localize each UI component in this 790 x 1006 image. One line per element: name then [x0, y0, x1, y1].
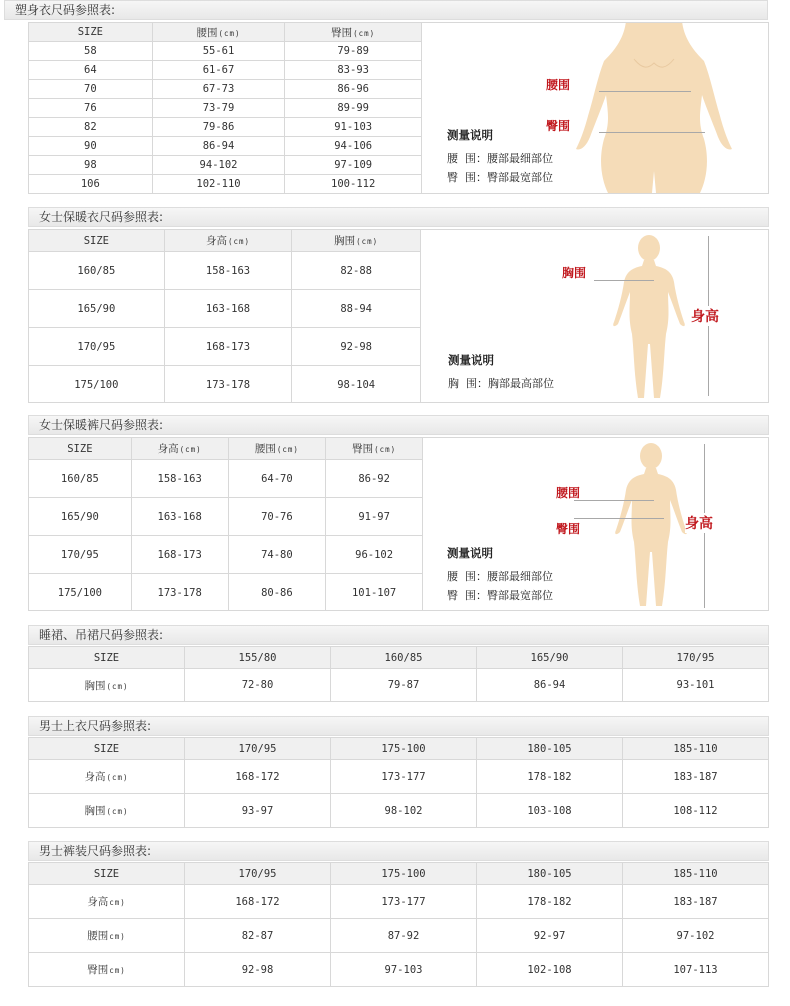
size-header: SIZE — [29, 647, 185, 669]
table-cell: 74-80 — [228, 536, 326, 574]
nightdress-table — [28, 646, 769, 702]
row-label: 身高cm) — [29, 885, 185, 919]
table-cell: 94-106 — [285, 137, 422, 156]
note-title: 测量说明 — [448, 353, 494, 367]
table-cell: 92-97 — [477, 919, 623, 953]
waist-label: 腰围 — [546, 78, 571, 92]
note-line: 腰 围：腰部最细部位 — [447, 152, 553, 165]
col-hip: 臀围(cm) — [285, 23, 422, 42]
table-cell: 173-178 — [131, 574, 228, 612]
thermal-pants-table — [28, 437, 423, 611]
hip-label: 臀围 — [556, 522, 581, 536]
waist-leader-line — [599, 91, 691, 92]
table-cell: 79-86 — [152, 118, 285, 137]
table-row — [29, 252, 421, 290]
col-waist: 腰围(cm) — [152, 23, 285, 42]
row-label: 身高(cm) — [29, 760, 185, 794]
table-cell: 102-108 — [477, 953, 623, 987]
table-cell: 168-172 — [185, 885, 331, 919]
table-cell: 79-89 — [285, 42, 422, 61]
table-cell: 103-108 — [477, 794, 623, 828]
table-cell: 61-67 — [152, 61, 285, 80]
table-cell: 97-109 — [285, 156, 422, 175]
size-col: 155/80 — [185, 647, 331, 669]
table-cell: 91-103 — [285, 118, 422, 137]
table-cell: 96-102 — [326, 536, 423, 574]
bodyshaper-panel — [28, 22, 769, 194]
table-cell: 91-97 — [326, 498, 423, 536]
table-row — [29, 460, 423, 498]
row-label: 臀围cm) — [29, 953, 185, 987]
table-row — [29, 99, 422, 118]
size-col: 180-105 — [477, 863, 623, 885]
table-cell: 93-101 — [623, 669, 769, 702]
table-cell: 178-182 — [477, 885, 623, 919]
section-bodyshaper — [15, 0, 769, 20]
table-cell: 93-97 — [185, 794, 331, 828]
table-cell: 100-112 — [285, 175, 422, 194]
note-title: 测量说明 — [447, 128, 493, 142]
table-cell: 88-94 — [292, 290, 421, 328]
section-title: 男士上衣尺码参照表: — [28, 716, 769, 736]
table-cell: 173-178 — [164, 366, 292, 404]
table-row — [29, 137, 422, 156]
section-men-top — [28, 716, 769, 828]
hip-leader-line — [599, 132, 705, 133]
size-col: 180-105 — [477, 738, 623, 760]
section-women-thermal-pants — [28, 415, 769, 435]
table-cell: 98-104 — [292, 366, 421, 404]
hip-leader-line — [574, 518, 664, 519]
measurement-note — [447, 126, 553, 187]
hip-label: 臀围 — [546, 119, 571, 133]
table-row — [29, 574, 423, 612]
table-cell: 102-110 — [152, 175, 285, 194]
size-col: 165/90 — [477, 647, 623, 669]
size-header: SIZE — [29, 738, 185, 760]
men-top-table — [28, 737, 769, 828]
height-label: 身高 — [691, 306, 719, 326]
row-label: 胸围(cm) — [29, 669, 185, 702]
table-cell: 173-177 — [331, 885, 477, 919]
size-cell: 58 — [29, 42, 153, 61]
size-col: 170/95 — [623, 647, 769, 669]
section-title: 女士保暖衣尺码参照表: — [28, 207, 769, 227]
thermal-pants-panel — [28, 437, 769, 611]
table-cell: 101-107 — [326, 574, 423, 612]
size-cell: 165/90 — [29, 290, 165, 328]
table-cell: 67-73 — [152, 80, 285, 99]
table-cell: 86-92 — [326, 460, 423, 498]
note-line: 腰 围：腰部最细部位 — [447, 570, 553, 583]
table-cell: 168-173 — [164, 328, 292, 366]
table-cell: 92-98 — [292, 328, 421, 366]
section-title: 塑身衣尺码参照表: — [4, 0, 768, 20]
table-cell: 173-177 — [331, 760, 477, 794]
section-title: 睡裙、吊裙尺码参照表: — [28, 625, 769, 645]
col-size: SIZE — [29, 230, 165, 252]
size-cell: 175/100 — [29, 574, 132, 612]
measurement-note — [447, 544, 553, 605]
size-cell: 70 — [29, 80, 153, 99]
size-cell: 160/85 — [29, 252, 165, 290]
table-row — [29, 80, 422, 99]
section-title: 女士保暖裤尺码参照表: — [28, 415, 769, 435]
thermal-top-table — [28, 229, 421, 403]
col-height: 身高(cm) — [131, 438, 228, 460]
note-line: 臀 围：臀部最宽部位 — [447, 589, 553, 602]
table-cell: 158-163 — [131, 460, 228, 498]
waist-leader-line — [574, 500, 654, 501]
bodyshaper-table — [28, 22, 422, 194]
table-cell: 108-112 — [623, 794, 769, 828]
table-cell: 97-102 — [623, 919, 769, 953]
table-cell: 183-187 — [623, 760, 769, 794]
table-cell: 178-182 — [477, 760, 623, 794]
table-cell: 94-102 — [152, 156, 285, 175]
table-cell: 98-102 — [331, 794, 477, 828]
table-cell: 158-163 — [164, 252, 292, 290]
table-cell: 80-86 — [228, 574, 326, 612]
table-row — [29, 366, 421, 404]
measurement-note — [448, 351, 554, 393]
size-col: 160/85 — [331, 647, 477, 669]
female-full-figure — [604, 234, 694, 400]
size-cell: 170/95 — [29, 536, 132, 574]
thermal-top-panel — [28, 229, 769, 403]
table-cell: 183-187 — [623, 885, 769, 919]
size-col: 185-110 — [623, 738, 769, 760]
section-men-pants — [28, 841, 769, 987]
table-cell: 92-98 — [185, 953, 331, 987]
table-cell: 79-87 — [331, 669, 477, 702]
table-row — [29, 290, 421, 328]
note-line: 臀 围：臀部最宽部位 — [447, 171, 553, 184]
female-full-figure — [606, 442, 696, 608]
size-cell: 64 — [29, 61, 153, 80]
size-col: 175-100 — [331, 863, 477, 885]
table-cell: 72-80 — [185, 669, 331, 702]
table-cell: 64-70 — [228, 460, 326, 498]
table-cell: 107-113 — [623, 953, 769, 987]
size-cell: 165/90 — [29, 498, 132, 536]
size-cell: 160/85 — [29, 460, 132, 498]
size-cell: 106 — [29, 175, 153, 194]
size-col: 170/95 — [185, 738, 331, 760]
note-line: 胸 围：胸部最高部位 — [448, 377, 554, 390]
table-cell: 163-168 — [131, 498, 228, 536]
female-torso-figure — [574, 22, 734, 193]
size-cell: 82 — [29, 118, 153, 137]
size-cell: 98 — [29, 156, 153, 175]
table-row — [29, 156, 422, 175]
table-cell: 89-99 — [285, 99, 422, 118]
col-hip: 臀围(cm) — [326, 438, 423, 460]
size-col: 170/95 — [185, 863, 331, 885]
table-row — [29, 328, 421, 366]
col-chest: 胸围(cm) — [292, 230, 421, 252]
col-size: SIZE — [29, 438, 132, 460]
size-cell: 175/100 — [29, 366, 165, 404]
table-row — [29, 536, 423, 574]
waist-label: 腰围 — [556, 486, 581, 500]
size-cell: 90 — [29, 137, 153, 156]
height-label: 身高 — [685, 513, 713, 533]
table-cell: 82-88 — [292, 252, 421, 290]
size-col: 185-110 — [623, 863, 769, 885]
col-size: SIZE — [29, 23, 153, 42]
table-cell: 168-173 — [131, 536, 228, 574]
chest-leader-line — [594, 280, 654, 281]
note-title: 测量说明 — [447, 546, 493, 560]
table-cell: 168-172 — [185, 760, 331, 794]
size-header: SIZE — [29, 863, 185, 885]
table-cell: 83-93 — [285, 61, 422, 80]
table-cell: 163-168 — [164, 290, 292, 328]
table-cell: 55-61 — [152, 42, 285, 61]
table-cell: 86-94 — [152, 137, 285, 156]
row-label: 腰围cm) — [29, 919, 185, 953]
col-waist: 腰围(cm) — [228, 438, 326, 460]
size-cell: 170/95 — [29, 328, 165, 366]
section-nightdress — [28, 625, 769, 702]
table-cell: 73-79 — [152, 99, 285, 118]
chest-label: 胸围 — [562, 266, 587, 280]
table-cell: 70-76 — [228, 498, 326, 536]
table-row — [29, 498, 423, 536]
table-cell: 87-92 — [331, 919, 477, 953]
row-label: 胸围(cm) — [29, 794, 185, 828]
table-row — [29, 118, 422, 137]
col-height: 身高(cm) — [164, 230, 292, 252]
table-row — [29, 175, 422, 194]
table-row — [29, 42, 422, 61]
table-cell: 86-96 — [285, 80, 422, 99]
section-title: 男士裤装尺码参照表: — [28, 841, 769, 861]
section-women-thermal-top — [28, 207, 769, 227]
size-cell: 76 — [29, 99, 153, 118]
men-pants-table — [28, 862, 769, 987]
table-cell: 86-94 — [477, 669, 623, 702]
table-row — [29, 61, 422, 80]
table-cell: 97-103 — [331, 953, 477, 987]
table-cell: 82-87 — [185, 919, 331, 953]
size-col: 175-100 — [331, 738, 477, 760]
